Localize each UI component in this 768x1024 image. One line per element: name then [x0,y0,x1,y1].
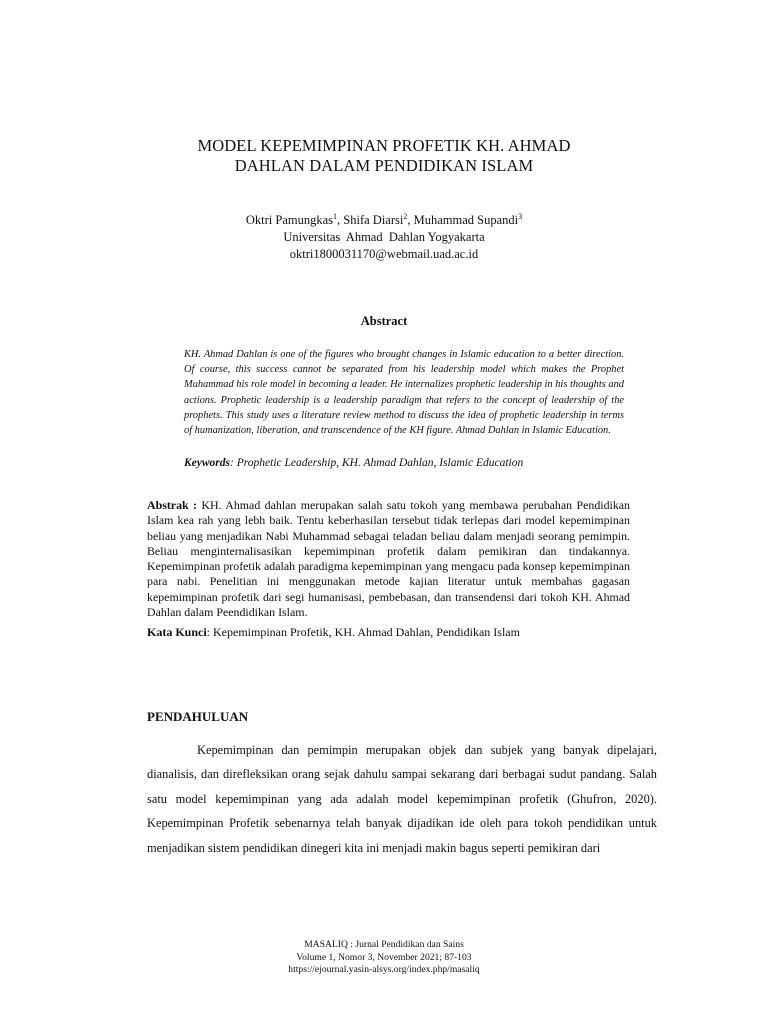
keywords-english [184,457,624,469]
abstrak-indonesian [147,498,630,620]
author-email: oktri1800031170@webmail.uad.ac.id [289,247,479,261]
footer-journal: MASALIQ : Jurnal Pendidikan dan Sains [304,939,464,950]
keywords-label: Keywords [184,457,230,469]
abstract-heading: Abstract [360,314,408,328]
paper-title [100,136,668,176]
author-1-affil: 1 [333,211,338,221]
abstract-english: KH. Ahmad Dahlan is one of the figures who brought changes in Islamic education to a better direction. Of course, this success cannot be separated from his leadership model which makes the Prophet Muhammad his role model in becoming a leader. He internalizes prophetic leadership in his thoughts and actions. Prophetic leadership is a leadership paradigm that refers to the concept of leadership of the prophets. This study uses a literature review method to discuss the idea of prophetic leadership in terms of humanization, liberation, and transcendence of the KH figure. Ahmad Dahlan in Islamic Education. [184,349,624,437]
keywords-list: : Prophetic Leadership, KH. Ahmad Dahlan, Islamic Education [230,457,524,469]
author-block [100,212,668,263]
affiliation: Universitas Ahmad Dahlan Yogyakarta [283,230,485,244]
title-line-2: DAHLAN DALAM PENDIDIKAN ISLAM [234,156,534,175]
kata-kunci-list: : Kepemimpinan Profetik, KH. Ahmad Dahlan, Pendidikan Islam [206,625,520,639]
author-3: Muhammad Supandi [413,213,519,227]
section-heading: PENDAHULUAN [147,709,249,724]
footer-volume: Volume 1, Nomor 3, November 2021; 87-103 [296,951,472,963]
author-names: Oktri Pamungkas$^1$, Shifa Diarsi$^2$, Muhammad Supandi$^3$ [245,211,523,227]
author-2-affil: 2 [403,211,408,221]
author-3-affil: 3 [518,211,523,221]
footer-url: https://ejournal.yasin-alsys.org/index.php/masaliq [288,964,480,976]
title-line-1: MODEL KEPEMIMPINAN PROFETIK KH. AHMAD [197,136,571,155]
author-1: Oktri Pamungkas [245,213,334,227]
kata-kunci-label: Kata Kunci [147,625,207,639]
page-footer [100,939,668,977]
author-2: Shifa Diarsi [343,213,404,227]
body-paragraph: Kepemimpinan dan pemimpin merupakan objek dan subjek yang banyak dipelajari, dianalisis, dan direfleksikan orang sejak dahulu sampai sekarang dari berbagai sudut pandang. Salah satu model kepemimpinan yang ada adalah model kepemimpinan profetik (Ghufron, 2020). Kepemimpinan Profetik sebenarnya telah banyak dijadikan ide oleh para tokoh pendidikan untuk menjadikan sistem pendidikan dinegeri kita ini menjadi makin bagus seperti pemikiran dari [147,743,657,855]
kata-kunci [147,625,630,640]
abstrak-text: KH. Ahmad dahlan merupakan salah satu tokoh yang membawa perubahan Pendidikan Islam kea rah yang lebh baik. Tentu keberhasilan tersebut tidak terlepas dari model kepemimpinan beliau yang menjadikan Nabi Muhammad sebagai teladan beliau dalam menjadi seorang pemimpin. Beliau menginternalisasikan kepemimpinan profetik dalam pemikiran dan tindakannya. Kepemimpinan profetik adalah paradigma kepemimpinan yang mengacu pada konsep kepemimpinan para nabi. Penelitian ini menggunakan metode kajian literatur untuk membahas gagasan kepemimpinan profetik dari segi humanisasi, pembebasan, dan transendensi dari tokoh KH. Ahmad Dahlan dalam Peendidikan Islam. [147,498,630,620]
abstrak-label: Abstrak : [147,498,197,512]
